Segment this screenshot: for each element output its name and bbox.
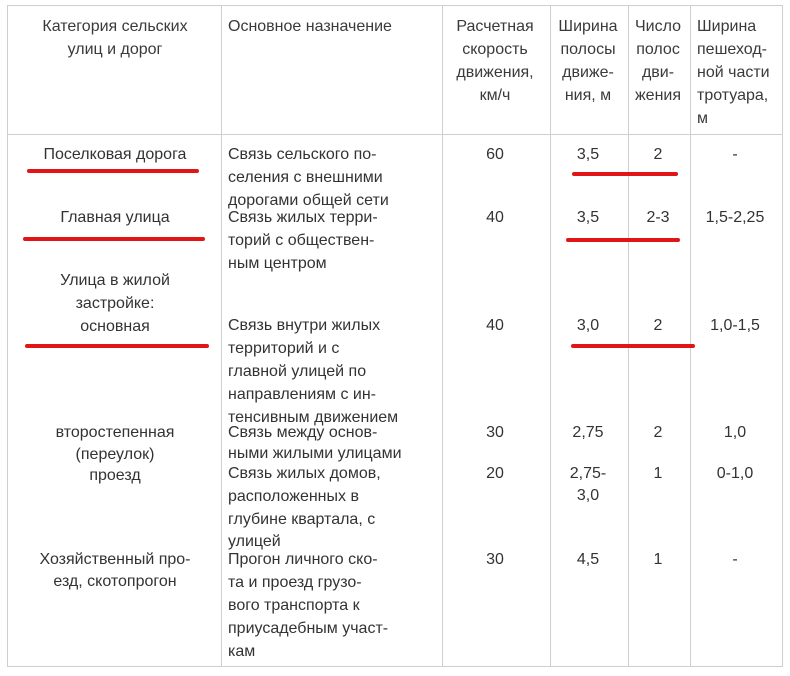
row-speed: 40 bbox=[486, 209, 504, 226]
row-lane-width: 3,0 bbox=[576, 317, 600, 334]
row-purpose-line: территорий и с bbox=[228, 340, 340, 357]
row-category-line: основная bbox=[80, 318, 150, 335]
row-category-line: проезд bbox=[89, 467, 141, 484]
row-lanes: 2 bbox=[653, 424, 663, 441]
row-lane-width-line: 3,0 bbox=[576, 487, 600, 504]
row-purpose-line: вого транспорта к bbox=[228, 597, 360, 614]
row-category-line: застройке: bbox=[75, 295, 155, 312]
row-speed: 20 bbox=[486, 465, 504, 482]
row-lane-width: 3,5 bbox=[576, 209, 600, 226]
row-lanes: 2 bbox=[653, 317, 663, 334]
header-speed-line: движения, bbox=[456, 64, 534, 81]
row-purpose-line: Связь между основ- bbox=[228, 424, 378, 441]
row-category-line: Хозяйственный про- bbox=[39, 551, 191, 568]
row-lane-width: 3,5 bbox=[576, 146, 600, 163]
row-purpose-line: приусадебным участ- bbox=[228, 620, 389, 637]
header-lane-width-line: полосы bbox=[560, 41, 616, 58]
row-sidewalk: 1,0-1,5 bbox=[710, 317, 760, 334]
row-category-line: второстепенная bbox=[55, 424, 175, 441]
highlight-underline bbox=[25, 344, 209, 348]
row-purpose-line: та и проезд грузо- bbox=[228, 574, 362, 591]
row-purpose-line: ными жилыми улицами bbox=[228, 445, 402, 462]
row-category-line: Улица в жилой bbox=[60, 272, 170, 289]
row-lanes: 1 bbox=[653, 465, 663, 482]
header-divider bbox=[8, 134, 782, 135]
row-purpose-line: Связь жилых терри- bbox=[228, 209, 378, 226]
highlight-underline bbox=[572, 172, 678, 176]
header-sidewalk-line: м bbox=[697, 110, 708, 127]
header-speed-line: Расчетная bbox=[456, 18, 534, 35]
header-purpose-line: Основное назначение bbox=[228, 18, 392, 35]
row-purpose-line: торий с обществен- bbox=[228, 232, 375, 249]
row-category-line: Поселковая дорога bbox=[43, 146, 187, 163]
row-purpose-line: Связь сельского по- bbox=[228, 146, 377, 163]
header-lanes-line: полос bbox=[636, 41, 680, 58]
row-category-line: (переулок) bbox=[75, 446, 155, 463]
row-purpose-line: Связь внутри жилых bbox=[228, 317, 381, 334]
highlight-underline bbox=[23, 237, 205, 241]
header-lane-width-line: ния, м bbox=[564, 87, 612, 104]
row-purpose-line: ным центром bbox=[228, 255, 327, 272]
header-sidewalk-line: Ширина bbox=[697, 18, 757, 35]
row-purpose-line: дорогами общей сети bbox=[228, 192, 389, 209]
row-lane-width: 2,75 bbox=[572, 424, 604, 441]
row-sidewalk: - bbox=[732, 146, 738, 163]
header-sidewalk-line: пешеход- bbox=[697, 41, 767, 58]
row-lanes: 1 bbox=[653, 551, 663, 568]
row-purpose-line: направлениям с ин- bbox=[228, 386, 376, 403]
header-sidewalk-line: тротуара, bbox=[697, 87, 769, 104]
header-lanes-line: дви- bbox=[641, 64, 675, 81]
row-lane-width: 4,5 bbox=[576, 551, 600, 568]
row-purpose-line: расположенных в bbox=[228, 488, 359, 505]
row-purpose-line: улицей bbox=[228, 533, 281, 550]
row-lane-width-line: 2,75- bbox=[569, 465, 607, 482]
highlight-underline bbox=[27, 169, 199, 173]
header-category-line: Категория сельских bbox=[42, 18, 188, 35]
row-sidewalk: 1,0 bbox=[723, 424, 747, 441]
row-category-line: Главная улица bbox=[60, 209, 170, 226]
header-lanes-line: жения bbox=[634, 87, 682, 104]
row-purpose-line: кам bbox=[228, 643, 256, 660]
header-lane-width-line: Ширина bbox=[558, 18, 618, 35]
column-divider bbox=[221, 6, 222, 666]
row-purpose-line: глубине квартала, с bbox=[228, 511, 376, 528]
header-speed-line: км/ч bbox=[479, 87, 511, 104]
row-sidewalk: - bbox=[732, 551, 738, 568]
row-sidewalk: 0-1,0 bbox=[716, 465, 754, 482]
row-category-line: езд, скотопрогон bbox=[53, 573, 177, 590]
row-purpose-line: селения с внешними bbox=[228, 169, 383, 186]
row-purpose-line: тенсивным движением bbox=[228, 409, 399, 426]
header-lane-width-line: движе- bbox=[562, 64, 614, 81]
highlight-underline bbox=[571, 344, 695, 348]
row-speed: 40 bbox=[486, 317, 504, 334]
highlight-underline bbox=[566, 238, 680, 242]
header-speed-line: скорость bbox=[462, 41, 528, 58]
header-lanes-line: Число bbox=[634, 18, 681, 35]
row-purpose-line: Связь жилых домов, bbox=[228, 465, 381, 482]
row-sidewalk: 1,5-2,25 bbox=[705, 209, 765, 226]
row-speed: 30 bbox=[486, 424, 504, 441]
header-sidewalk-line: ной части bbox=[697, 64, 770, 81]
row-lanes: 2-3 bbox=[646, 209, 670, 226]
row-purpose-line: Прогон личного ско- bbox=[228, 551, 378, 568]
row-speed: 60 bbox=[486, 146, 504, 163]
row-purpose-line: главной улицей по bbox=[228, 363, 367, 380]
row-speed: 30 bbox=[486, 551, 504, 568]
row-lanes: 2 bbox=[653, 146, 663, 163]
header-category-line: улиц и дорог bbox=[67, 41, 163, 58]
